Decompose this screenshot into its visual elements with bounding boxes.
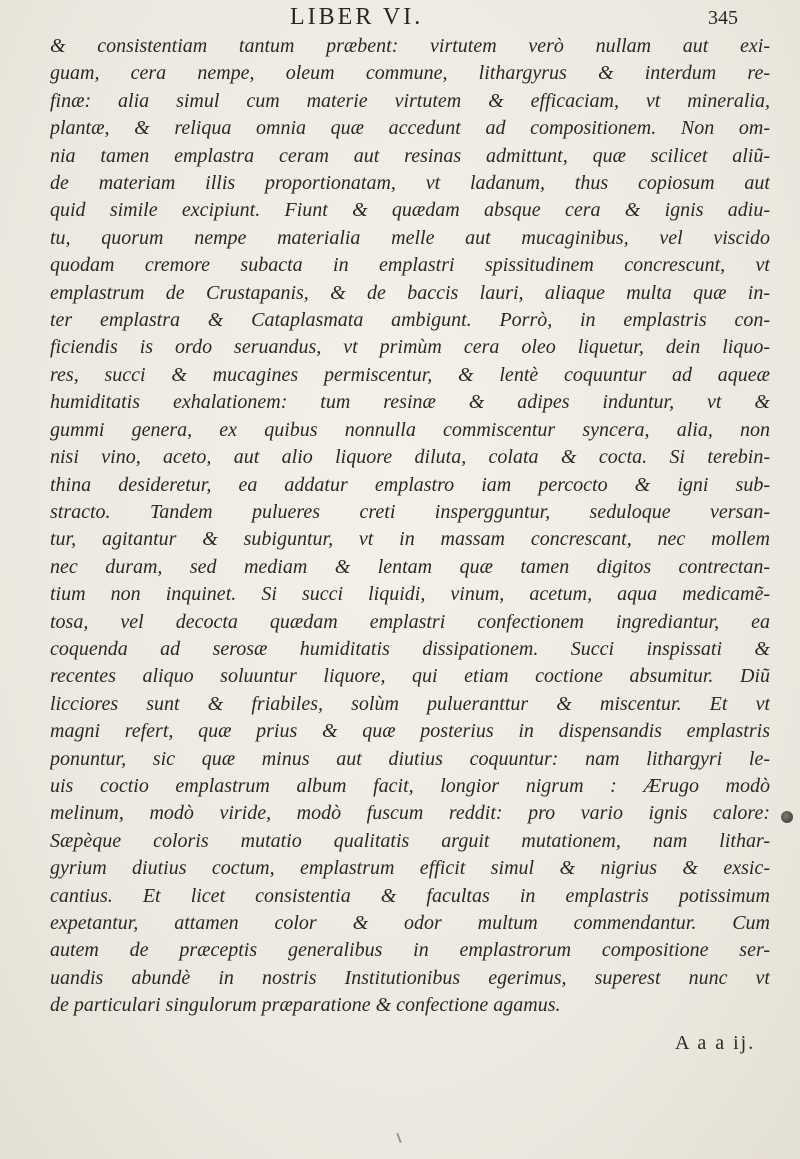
- text-line: nia tamen emplastra ceram aut resinas admittunt, quæ scilicet aliũ-: [50, 144, 770, 167]
- page-number: 345: [708, 7, 738, 29]
- text-line: nisi vino, aceto, aut alio liquore diluta, colata & cocta. Si terebin-: [50, 446, 770, 469]
- text-line: melinum, modò viride, modò fuscum reddit: pro vario ignis calore:: [50, 802, 770, 825]
- text-line: res, succi & mucagines permiscentur, & lentè coquuntur ad aqueæ: [50, 363, 770, 386]
- text-line: ficiendis is ordo seruandus, vt primùm cera oleo liquetur, dein liquo-: [50, 336, 770, 359]
- text-line: emplastrum de Crustapanis, & de baccis lauri, aliaque multa quæ in-: [50, 281, 770, 304]
- body-text: [50, 33, 770, 1020]
- running-title: LIBER VI.: [290, 4, 424, 30]
- text-line: & consistentiam tantum præbent: virtutem verò nullam aut exi-: [50, 35, 770, 57]
- text-line: tosa, vel decocta quædam emplastri confectionem ingrediantur, ea: [50, 610, 770, 633]
- text-line: uis coctio emplastrum album facit, longior nigrum : Ærugo modò: [50, 774, 770, 797]
- text-line: ponuntur, sic quæ minus aut diutius coquuntur: nam lithargyri le-: [50, 747, 770, 770]
- text-line: expetantur, attamen color & odor multum commendantur. Cum: [50, 912, 770, 934]
- binding-hole: [781, 811, 793, 823]
- text-line: gyrium diutius coctum, emplastrum efficit simul & nigrius & exsic-: [50, 857, 770, 880]
- text-line: recentes aliquo soluuntur liquore, qui etiam coctione absumitur. Diũ: [50, 665, 770, 688]
- text-line: quid simile excipiunt. Fiunt & quædam absque cera & ignis adiu-: [50, 199, 770, 222]
- text-line: stracto. Tandem pulueres creti inspergguntur, seduloque versan-: [50, 500, 770, 523]
- text-line: thina desideretur, ea addatur emplastro iam percocto & igni sub-: [50, 473, 770, 496]
- text-line: tium non inquinet. Si succi liquidi, vinum, acetum, aqua medicamẽ-: [50, 583, 770, 606]
- text-line: cantius. Et licet consistentia & facultas in emplastris potissimum: [50, 884, 770, 907]
- text-line: de materiam illis proportionatam, vt ladanum, thus copiosum aut: [50, 172, 770, 195]
- text-line: licciores sunt & friabiles, solùm pulueranttur & miscentur. Et vt: [50, 692, 770, 715]
- text-line: magni refert, quæ prius & quæ posterius in dispensandis emplastris: [50, 720, 770, 743]
- text-line: coquenda ad serosæ humiditatis dissipationem. Succi inspissati &: [50, 637, 770, 660]
- text-line: tur, agitantur & subiguntur, vt in massam concrescant, nec mollem: [50, 528, 770, 551]
- text-line: humiditatis exhalationem: tum resinæ & adipes induntur, vt &: [50, 391, 770, 414]
- text-line: ter emplastra & Cataplasmata ambigunt. Porrò, in emplastris con-: [50, 309, 770, 332]
- text-line: tu, quorum nempe materialia melle aut mucaginibus, vel viscido: [50, 226, 770, 249]
- margin-tick-mark: [396, 1133, 401, 1143]
- text-line: nec duram, sed mediam & lentam quæ tamen digitos contrectan-: [50, 555, 770, 578]
- text-line: gummi genera, ex quibus nonnulla commiscentur syncera, alia, non: [50, 418, 770, 441]
- text-line: plantæ, & reliqua omnia quæ accedunt ad compositionem. Non om-: [50, 117, 770, 140]
- text-line: finæ: alia simul cum materie virtutem & efficaciam, vt mineralia,: [50, 89, 770, 112]
- text-line: guam, cera nempe, oleum commune, lithargyrus & interdum re-: [50, 62, 770, 85]
- text-line: Sæpèque coloris mutatio qualitatis arguit mutationem, nam lithar-: [50, 829, 770, 852]
- text-line: quodam cremore subacta in emplastri spissitudinem concrescunt, vt: [50, 254, 770, 277]
- text-line: uandis abundè in nostris Institutionibus egerimus, superest nunc vt: [50, 966, 770, 989]
- signature-mark: A a a ij.: [675, 1032, 756, 1054]
- running-head: [0, 2, 800, 32]
- text-line: de particulari singulorum præparatione & confectione agamus.: [50, 994, 561, 1017]
- text-line: autem de præceptis generalibus in emplastrorum compositione ser-: [50, 939, 770, 962]
